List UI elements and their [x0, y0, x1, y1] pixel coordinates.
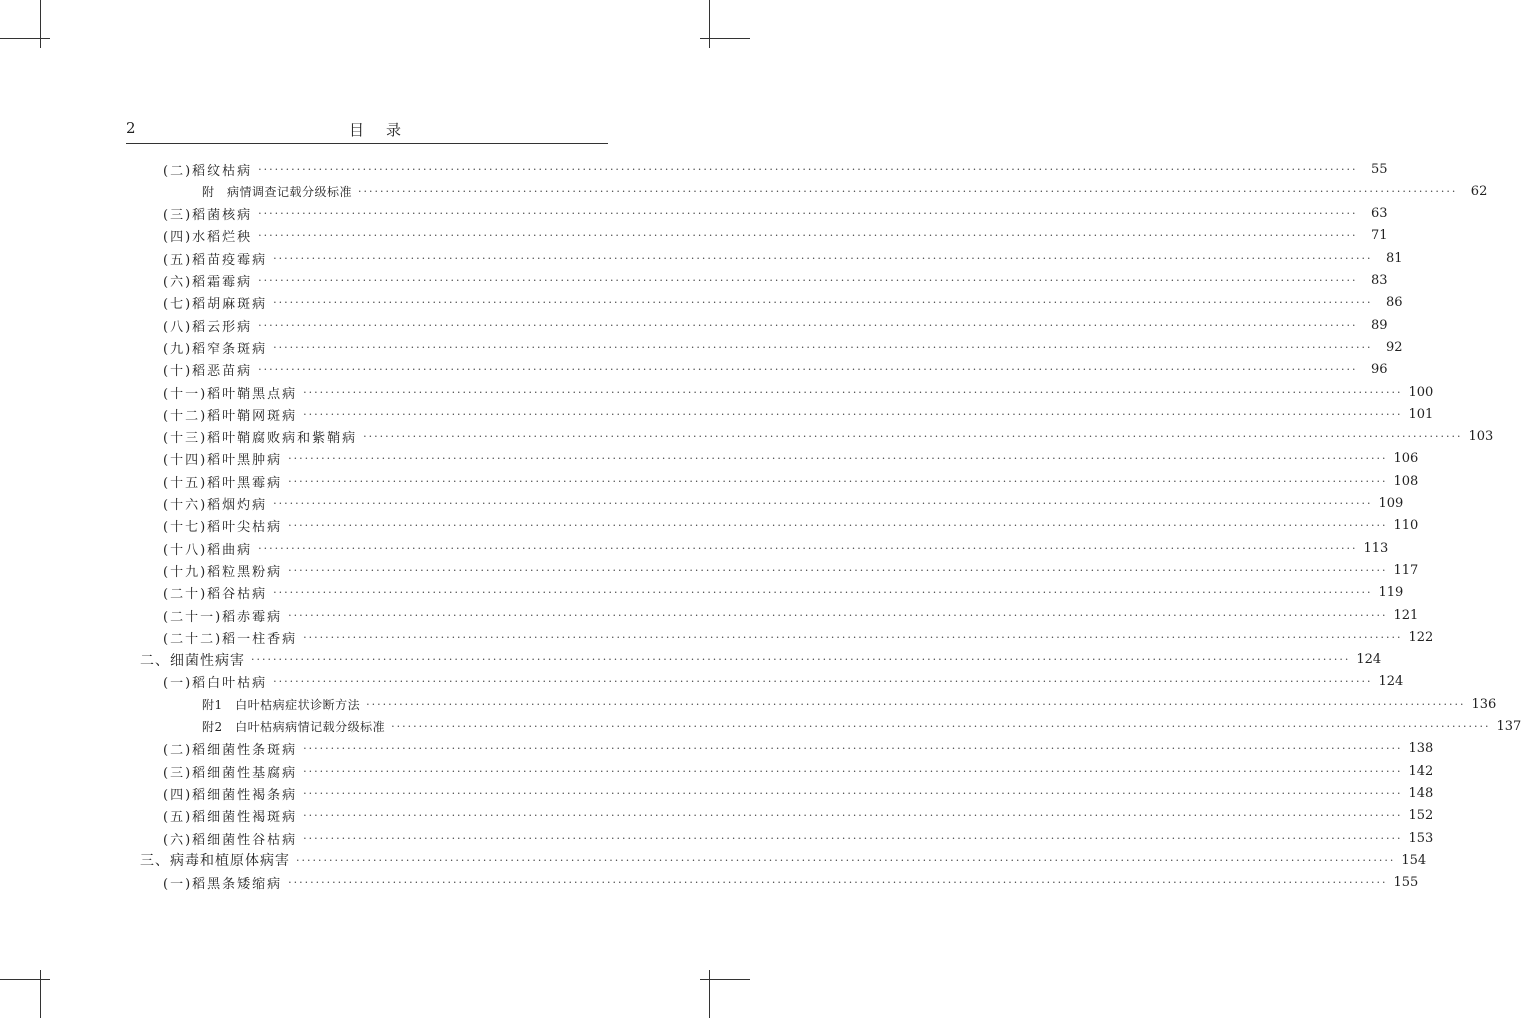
toc-entry[interactable] — [163, 158, 1388, 180]
toc-leader-dots: ········································································································································································································ — [273, 497, 1373, 510]
toc-leader-dots: ········································································································································································································ — [273, 340, 1373, 354]
toc-entry[interactable] — [163, 247, 1403, 269]
header-rule — [126, 143, 608, 144]
toc-entry-title: 附1 白叶枯病症状诊断方法 — [202, 697, 361, 712]
toc-entry-page: 83 — [1370, 273, 1388, 288]
toc-entry-page: 137 — [1496, 719, 1521, 734]
toc-entry-page: 117 — [1393, 562, 1419, 578]
toc-entry-page: 153 — [1408, 830, 1434, 846]
toc-leader-dots: ········································································································································································································ — [258, 541, 1358, 555]
toc-leader-dots: ········································································································································································································ — [303, 407, 1403, 421]
toc-leader-dots: ········································································································································································································ — [303, 742, 1403, 756]
toc-entry-page: 148 — [1408, 785, 1434, 801]
toc-entry-page: 108 — [1393, 473, 1419, 489]
toc-entry[interactable] — [163, 426, 1494, 448]
toc-entry[interactable] — [163, 470, 1419, 492]
toc-entry-title: (七)稻胡麻斑病 — [163, 297, 268, 313]
toc-entry[interactable] — [163, 582, 1404, 604]
toc-entry[interactable] — [163, 782, 1434, 804]
page-number: 2 — [126, 119, 136, 137]
toc-entry[interactable] — [163, 381, 1434, 403]
toc-entry-title: 附 病情调查记载分级标准 — [202, 184, 353, 199]
toc-entry-page: 113 — [1363, 540, 1389, 556]
toc-leader-dots: ········································································································································································································ — [273, 586, 1373, 600]
toc-leader-dots: ········································································································································································································ — [303, 809, 1403, 823]
toc-entry-page: 63 — [1370, 206, 1388, 222]
toc-entry-title: (二)稻纹枯病 — [163, 163, 253, 179]
toc-entry[interactable] — [140, 649, 1382, 671]
toc-entry-page: 138 — [1408, 741, 1434, 757]
toc-entry-title: (八)稻云形病 — [163, 319, 253, 335]
toc-entry[interactable] — [163, 872, 1419, 894]
toc-entry-title: (三)稻菌核病 — [163, 208, 253, 224]
toc-entry[interactable] — [163, 403, 1434, 425]
toc-entry-title: (一)稻白叶枯病 — [163, 676, 268, 692]
toc-entry-title: (九)稻窄条斑病 — [163, 341, 268, 357]
toc-entry-title: 三、病毒和植原体病害 — [140, 853, 290, 870]
toc-entry[interactable] — [163, 671, 1404, 693]
page-title: 目录 — [348, 121, 423, 139]
toc-leader-dots: ········································································································································································································ — [288, 608, 1388, 622]
toc-entry-title: (六)稻细菌性谷枯病 — [163, 832, 298, 848]
toc-entry[interactable] — [163, 604, 1419, 626]
toc-leader-dots: ········································································································································································································ — [288, 519, 1388, 533]
toc-entry-page: 110 — [1393, 518, 1419, 534]
toc-entry-title: (二十一)稻赤霉病 — [163, 609, 283, 625]
toc-entry-page: 101 — [1408, 406, 1434, 422]
toc-entry[interactable] — [163, 626, 1434, 648]
toc-entry-page: 154 — [1401, 852, 1427, 868]
toc-entry-title: (十六)稻烟灼病 — [163, 498, 268, 513]
toc-entry-page: 96 — [1370, 362, 1388, 378]
toc-entry-title: (一)稻黑条矮缩病 — [163, 877, 283, 893]
toc-leader-dots: ········································································································································································································ — [303, 630, 1403, 644]
toc-leader-dots: ········································································································································································································ — [303, 786, 1403, 800]
toc-leader-dots: ········································································································································································································ — [258, 162, 1358, 176]
toc-leader-dots: ········································································································································································································ — [258, 229, 1358, 243]
toc-entry-page: 89 — [1370, 317, 1388, 333]
toc-leader-dots: ········································································································································································································ — [363, 430, 1463, 444]
toc-entry-title: 附2 白叶枯病病情记载分级标准 — [202, 720, 386, 734]
toc-entry[interactable] — [163, 203, 1388, 225]
toc-entry-title: (二)稻细菌性条斑病 — [163, 743, 298, 759]
toc-entry-page: 86 — [1385, 295, 1403, 311]
toc-entry[interactable] — [163, 559, 1419, 581]
toc-entry-title: (四)水稻烂秧 — [163, 230, 253, 246]
toc-leader-dots: ········································································································································································································ — [258, 363, 1358, 377]
toc-entry-page: 100 — [1408, 384, 1434, 400]
toc-entry-page: 103 — [1468, 429, 1494, 445]
toc-leader-dots: ········································································································································································································ — [366, 697, 1466, 711]
toc-entry[interactable] — [163, 270, 1388, 292]
toc-entry-title: (五)稻细菌性褐斑病 — [163, 810, 298, 826]
toc-entry-title: (六)稻霜霉病 — [163, 275, 253, 290]
toc-leader-dots: ········································································································································································································ — [288, 474, 1388, 488]
toc-entry[interactable] — [163, 448, 1419, 470]
toc-entry-title: (二十二)稻一柱香病 — [163, 631, 298, 647]
toc-entry-page: 71 — [1370, 228, 1388, 244]
toc-leader-dots: ········································································································································································································ — [273, 296, 1373, 310]
toc-entry-title: (四)稻细菌性褐条病 — [163, 787, 298, 803]
toc-entry[interactable] — [202, 716, 1521, 738]
toc-entry-title: (二十)稻谷枯病 — [163, 587, 268, 603]
toc-leader-dots: ········································································································································································································ — [296, 853, 1396, 867]
toc-entry-title: (十四)稻叶黑肿病 — [163, 453, 283, 469]
toc-leader-dots: ········································································································································································································ — [303, 764, 1403, 778]
toc-leader-dots: ········································································································································································································ — [251, 653, 1351, 667]
toc-entry[interactable] — [163, 225, 1388, 247]
toc-entry-title: (十七)稻叶尖枯病 — [163, 520, 283, 536]
toc-entry[interactable] — [163, 292, 1403, 314]
toc-leader-dots: ········································································································································································································ — [391, 720, 1491, 733]
toc-entry-page: 81 — [1385, 250, 1403, 266]
toc-entry-page: 109 — [1378, 496, 1404, 511]
toc-leader-dots: ········································································································································································································ — [288, 563, 1388, 577]
toc-leader-dots: ········································································································································································································ — [288, 876, 1388, 890]
toc-entry-title: (十九)稻粒黑粉病 — [163, 564, 283, 580]
toc-entry-page: 124 — [1356, 652, 1382, 668]
toc-entry-title: (十八)稻曲病 — [163, 542, 253, 558]
toc-entry[interactable] — [163, 493, 1404, 515]
toc-entry-title: (十三)稻叶鞘腐败病和紫鞘病 — [163, 431, 358, 447]
toc-leader-dots: ········································································································································································································ — [358, 184, 1458, 198]
toc-leader-dots: ········································································································································································································ — [273, 675, 1373, 689]
toc-leader-dots: ········································································································································································································ — [273, 251, 1373, 265]
toc-leader-dots: ········································································································································································································ — [303, 385, 1403, 399]
toc-leader-dots: ········································································································································································································ — [258, 318, 1358, 332]
toc-entry-title: (十五)稻叶黑霉病 — [163, 475, 283, 491]
toc-entry[interactable] — [140, 849, 1427, 871]
toc-entry-page: 122 — [1408, 629, 1434, 645]
toc-entry-title: (十二)稻叶鞘网斑病 — [163, 408, 298, 424]
toc-leader-dots: ········································································································································································································ — [258, 274, 1358, 287]
toc-entry[interactable] — [163, 314, 1388, 336]
toc-entry[interactable] — [163, 760, 1434, 782]
toc-entry-page: 142 — [1408, 763, 1434, 779]
toc-entry-page: 121 — [1393, 607, 1419, 623]
toc-leader-dots: ········································································································································································································ — [303, 831, 1403, 845]
toc-entry-page: 119 — [1378, 585, 1404, 601]
toc-entry[interactable] — [163, 805, 1434, 827]
toc-entry-title: (十)稻恶苗病 — [163, 364, 253, 380]
toc-entry-page: 55 — [1370, 161, 1388, 177]
toc-entry[interactable] — [163, 336, 1403, 358]
toc-entry[interactable] — [163, 359, 1388, 381]
toc-entry[interactable] — [163, 738, 1434, 760]
toc-entry-title: (五)稻苗疫霉病 — [163, 252, 268, 268]
toc-entry-page: 155 — [1393, 875, 1419, 891]
toc-entry-title: (三)稻细菌性基腐病 — [163, 765, 298, 781]
toc-entry[interactable] — [163, 827, 1434, 849]
toc-entry[interactable] — [202, 693, 1497, 715]
toc-entry-page: 152 — [1408, 808, 1434, 824]
toc-entry-page: 62 — [1470, 183, 1488, 199]
toc-entry-page: 136 — [1471, 696, 1497, 712]
toc-entry-page: 124 — [1378, 674, 1404, 690]
toc-entry-title: (十一)稻叶鞘黑点病 — [163, 386, 298, 402]
toc-entry[interactable] — [163, 537, 1389, 559]
toc-entry[interactable] — [202, 180, 1488, 202]
toc-entry-page: 106 — [1393, 451, 1419, 467]
toc-leader-dots: ········································································································································································································ — [288, 452, 1388, 466]
toc-entry-title: 二、细菌性病害 — [140, 652, 245, 669]
toc-leader-dots: ········································································································································································································ — [258, 207, 1358, 221]
toc-entry[interactable] — [163, 515, 1419, 537]
toc-entry-page: 92 — [1385, 339, 1403, 355]
